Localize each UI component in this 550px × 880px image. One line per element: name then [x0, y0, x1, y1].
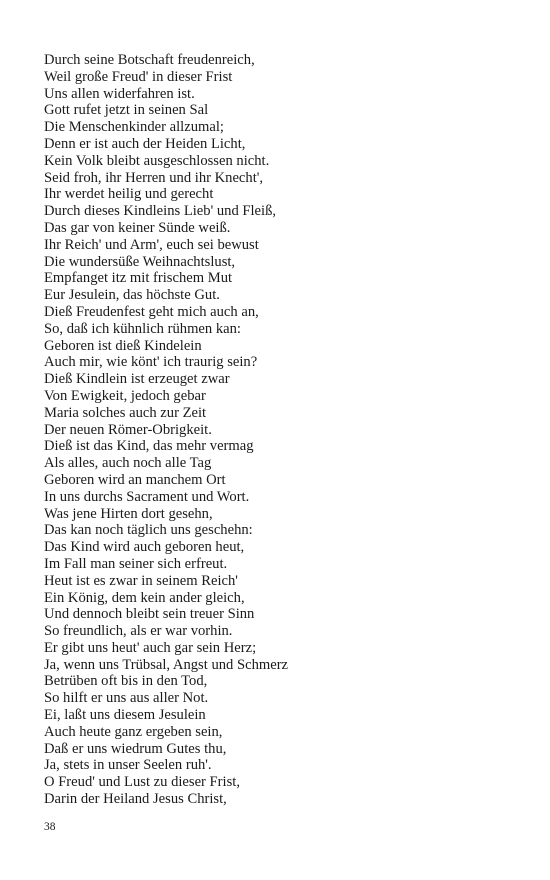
- poem-line: So freundlich, als er war vorhin.: [44, 623, 233, 640]
- poem-line: In uns durchs Sacrament und Wort.: [44, 488, 250, 505]
- page-number: 38: [44, 821, 56, 833]
- poem-line: Ei, laßt uns diesem Jesulein: [44, 707, 206, 724]
- poem-line: Die wundersüße Weihnachtslust,: [44, 253, 236, 270]
- poem-line: Das Kind wird auch geboren heut,: [44, 539, 245, 556]
- poem-line: So hilft er uns aus aller Not.: [44, 690, 209, 707]
- poem-line: Im Fall man seiner sich erfreut.: [44, 555, 228, 572]
- poem-line: Denn er ist auch der Heiden Licht,: [44, 135, 246, 152]
- poem-line: Auch heute ganz ergeben sein,: [44, 723, 223, 740]
- poem-line: Was jene Hirten dort gesehn,: [44, 505, 213, 522]
- poem-line: Durch seine Botschaft freudenreich,: [44, 52, 255, 68]
- poem-line: Darin der Heiland Jesus Christ,: [44, 791, 227, 808]
- poem-line: Ihr werdet heilig und gerecht: [44, 186, 214, 203]
- poem-line: Eur Jesulein, das höchste Gut.: [44, 287, 220, 304]
- poem-line: Maria solches auch zur Zeit: [44, 404, 207, 421]
- poem-line: So, daß ich kühnlich rühmen kan:: [44, 320, 241, 337]
- poem-line: Seid froh, ihr Herren und ihr Knecht',: [44, 169, 264, 186]
- poem-line: Uns allen widerfahren ist.: [44, 85, 195, 102]
- poem-line: Als alles, auch noch alle Tag: [44, 455, 212, 472]
- poem-line: Heut ist es zwar in seinem Reich': [44, 572, 238, 589]
- poem-line: Auch mir, wie könt' ich traurig sein?: [44, 354, 258, 371]
- poem-line: Betrüben oft bis in den Tod,: [44, 673, 208, 690]
- poem-line: Und dennoch bleibt sein treuer Sinn: [44, 606, 255, 623]
- poem-line: O Freud' und Lust zu dieser Frist,: [44, 774, 240, 791]
- poem-text: [44, 52, 514, 808]
- poem-line: Kein Volk bleibt ausgeschlossen nicht.: [44, 152, 270, 169]
- poem-line: Weil große Freud' in dieser Frist: [44, 68, 233, 85]
- poem-line: Von Ewigkeit, jedoch gebar: [44, 387, 206, 404]
- poem-line: Dieß Kindlein ist erzeuget zwar: [44, 371, 230, 388]
- poem-line: Ihr Reich' und Arm', euch sei bewust: [44, 236, 259, 253]
- poem-line: Gott rufet jetzt in seinen Sal: [44, 102, 209, 119]
- poem-line: Ein König, dem kein ander gleich,: [44, 589, 245, 606]
- poem-line: Dieß Freudenfest geht mich auch an,: [44, 303, 259, 320]
- poem-line: Ja, wenn uns Trübsal, Angst und Schmerz: [44, 656, 289, 673]
- poem-line: Durch dieses Kindleins Lieb' und Fleiß,: [44, 203, 277, 220]
- poem-line: Der neuen Römer-Obrigkeit.: [44, 421, 212, 438]
- poem-line: Geboren wird an manchem Ort: [44, 471, 226, 488]
- poem-line: Dieß ist das Kind, das mehr vermag: [44, 438, 254, 455]
- poem-line: Daß er uns wiedrum Gutes thu,: [44, 740, 227, 757]
- poem-line: Das gar von keiner Sünde weiß.: [44, 219, 231, 236]
- poem-line: Empfanget itz mit frischem Mut: [44, 270, 233, 287]
- poem-line: Das kan noch täglich uns geschehn:: [44, 522, 253, 539]
- poem-line: Geboren ist dieß Kindelein: [44, 337, 202, 354]
- poem-line: Die Menschenkinder allzumal;: [44, 119, 224, 136]
- poem-line: Ja, stets in unser Seelen ruh'.: [44, 757, 212, 774]
- poem-line: Er gibt uns heut' auch gar sein Herz;: [44, 639, 257, 656]
